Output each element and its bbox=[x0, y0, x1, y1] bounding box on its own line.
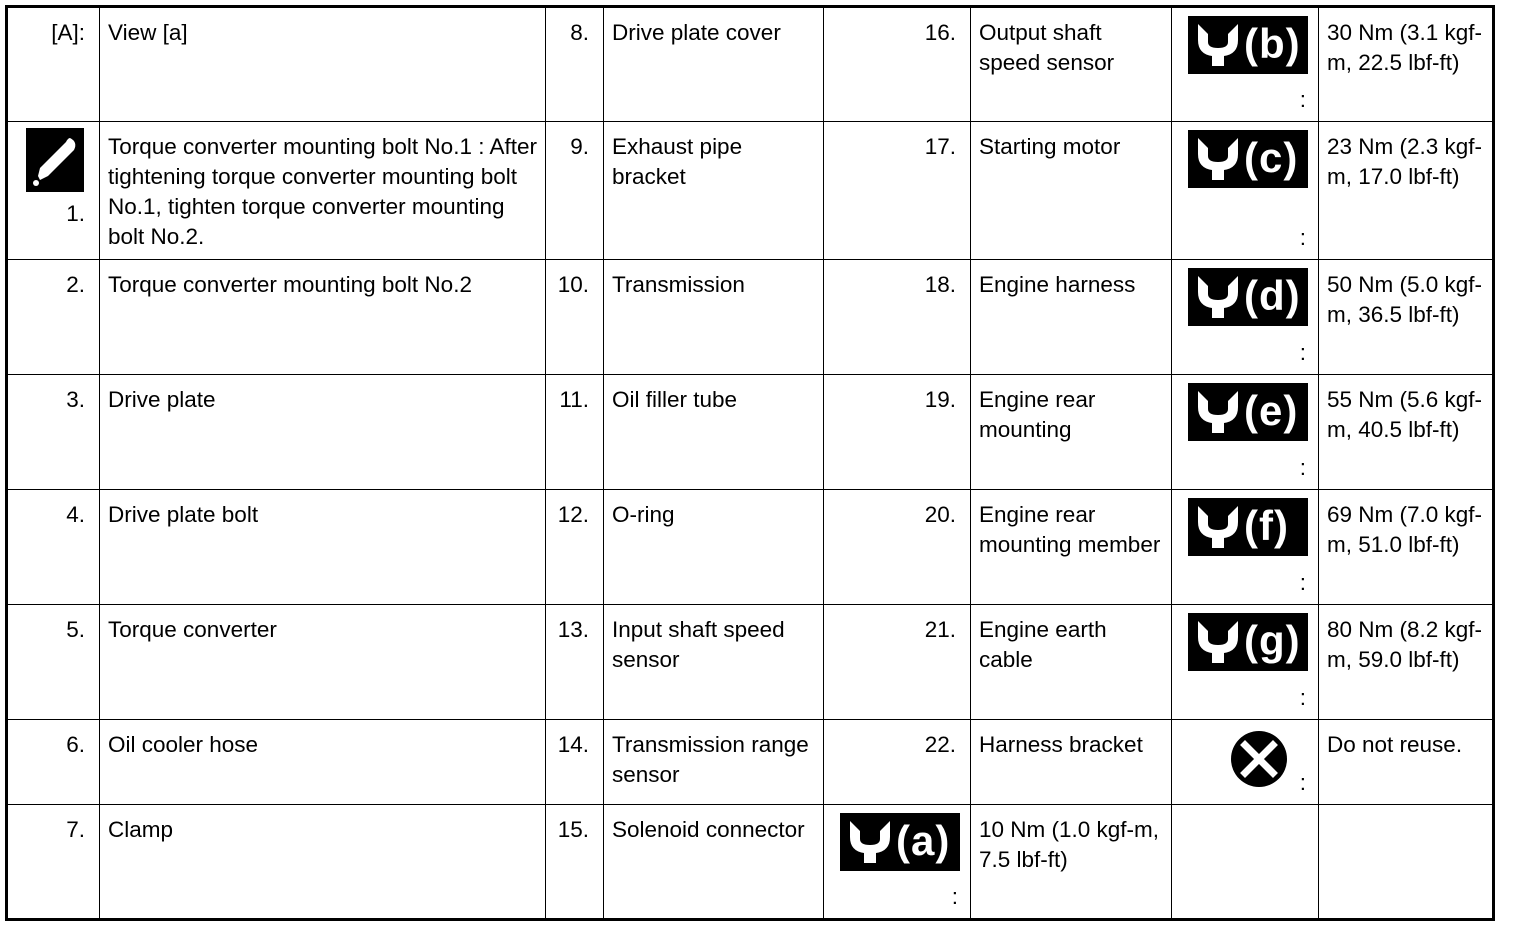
torque-letter: (f) bbox=[1244, 502, 1289, 549]
item-text: Solenoid connector bbox=[604, 805, 824, 920]
item-text: Torque converter mounting bolt No.2 bbox=[100, 260, 546, 375]
item-text: Output shaft speed sensor bbox=[971, 7, 1172, 122]
table-row bbox=[7, 490, 1494, 605]
torque-symbol-cell bbox=[1172, 260, 1319, 375]
colon: : bbox=[1299, 570, 1306, 595]
item-text: Input shaft speed sensor bbox=[604, 605, 824, 720]
item-number: 12. bbox=[546, 490, 604, 605]
torque-letter: (c) bbox=[1244, 134, 1299, 181]
item-number: 20. bbox=[824, 490, 971, 605]
torque-value: 69 Nm (7.0 kgf-m, 51.0 lbf-ft) bbox=[1319, 490, 1494, 605]
item-number: 13. bbox=[546, 605, 604, 720]
torque-letter: (b) bbox=[1244, 20, 1301, 67]
item-number: 16. bbox=[824, 7, 971, 122]
item-number: 11. bbox=[546, 375, 604, 490]
item-text: O-ring bbox=[604, 490, 824, 605]
item-number: 3. bbox=[7, 375, 100, 490]
torque-wrench-icon bbox=[1188, 498, 1308, 556]
item-text: Drive plate bbox=[100, 375, 546, 490]
colon: : bbox=[1299, 685, 1306, 710]
item-text: Oil cooler hose bbox=[100, 720, 546, 805]
torque-value: 55 Nm (5.6 kgf-m, 40.5 lbf-ft) bbox=[1319, 375, 1494, 490]
torque-letter: (e) bbox=[1244, 387, 1299, 434]
item-number: 7. bbox=[7, 805, 100, 920]
item-number: 2. bbox=[7, 260, 100, 375]
torque-letter: (a) bbox=[896, 817, 951, 864]
view-text: View [a] bbox=[100, 7, 546, 122]
item-text: Oil filler tube bbox=[604, 375, 824, 490]
torque-wrench-icon bbox=[1188, 16, 1308, 74]
torque-wrench-icon bbox=[1188, 383, 1308, 441]
torque-symbol-cell bbox=[1172, 605, 1319, 720]
empty-cell bbox=[1172, 805, 1319, 920]
item-number: 19. bbox=[824, 375, 971, 490]
torque-symbol-cell bbox=[1172, 490, 1319, 605]
table-row bbox=[7, 122, 1494, 260]
item-number: 21. bbox=[824, 605, 971, 720]
item-number: 5. bbox=[7, 605, 100, 720]
torque-wrench-icon bbox=[1188, 130, 1308, 188]
item-text: Engine rear mounting member bbox=[971, 490, 1172, 605]
table-row bbox=[7, 720, 1494, 805]
torque-wrench-icon bbox=[1188, 268, 1308, 326]
empty-cell bbox=[1319, 805, 1494, 920]
table-row bbox=[7, 7, 1494, 122]
item-text: Torque converter mounting bolt No.1 : After tightening torque converter mounting bolt No.1, tighten torque converter mounting bolt No.2. bbox=[100, 122, 546, 260]
torque-wrench-icon bbox=[1188, 613, 1308, 671]
item-text: Clamp bbox=[100, 805, 546, 920]
item-number-cell bbox=[7, 122, 100, 260]
item-number: 10. bbox=[546, 260, 604, 375]
table-row bbox=[7, 805, 1494, 920]
item-text: Torque converter bbox=[100, 605, 546, 720]
no-reuse-text: Do not reuse. bbox=[1319, 720, 1494, 805]
item-text: Exhaust pipe bracket bbox=[604, 122, 824, 260]
item-number: 4. bbox=[7, 490, 100, 605]
table-row bbox=[7, 605, 1494, 720]
torque-value: 23 Nm (2.3 kgf-m, 17.0 lbf-ft) bbox=[1319, 122, 1494, 260]
item-number: 8. bbox=[546, 7, 604, 122]
torque-wrench-icon bbox=[840, 813, 960, 871]
torque-letter: (d) bbox=[1244, 272, 1301, 319]
view-key: [A]: bbox=[7, 7, 100, 122]
item-text: Engine harness bbox=[971, 260, 1172, 375]
colon: : bbox=[1299, 225, 1306, 250]
torque-letter: (g) bbox=[1244, 617, 1301, 664]
item-text: Starting motor bbox=[971, 122, 1172, 260]
colon: : bbox=[1299, 340, 1306, 365]
item-number: 1. bbox=[66, 201, 85, 226]
item-text: Drive plate bolt bbox=[100, 490, 546, 605]
torque-value: 50 Nm (5.0 kgf-m, 36.5 lbf-ft) bbox=[1319, 260, 1494, 375]
colon: : bbox=[951, 884, 958, 909]
colon: : bbox=[1299, 87, 1306, 112]
item-number: 15. bbox=[546, 805, 604, 920]
torque-symbol-cell bbox=[1172, 375, 1319, 490]
item-text: Engine rear mounting bbox=[971, 375, 1172, 490]
item-number: 6. bbox=[7, 720, 100, 805]
tightening-note-icon bbox=[26, 128, 84, 192]
item-number: 22. bbox=[824, 720, 971, 805]
parts-legend-table bbox=[5, 5, 1495, 921]
torque-symbol-cell bbox=[1172, 7, 1319, 122]
item-number: 9. bbox=[546, 122, 604, 260]
item-number: 18. bbox=[824, 260, 971, 375]
item-text: Drive plate cover bbox=[604, 7, 824, 122]
item-text: Engine earth cable bbox=[971, 605, 1172, 720]
torque-value: 80 Nm (8.2 kgf-m, 59.0 lbf-ft) bbox=[1319, 605, 1494, 720]
torque-value: 10 Nm (1.0 kgf-m, 7.5 lbf-ft) bbox=[971, 805, 1172, 920]
table-row bbox=[7, 260, 1494, 375]
item-number: 17. bbox=[824, 122, 971, 260]
item-text: Harness bracket bbox=[971, 720, 1172, 805]
torque-symbol-cell bbox=[824, 805, 971, 920]
item-number: 14. bbox=[546, 720, 604, 805]
torque-value: 30 Nm (3.1 kgf-m, 22.5 lbf-ft) bbox=[1319, 7, 1494, 122]
no-reuse-symbol-cell bbox=[1172, 720, 1319, 805]
colon: : bbox=[1299, 770, 1306, 795]
table-row bbox=[7, 375, 1494, 490]
do-not-reuse-icon bbox=[1230, 730, 1288, 788]
item-text: Transmission bbox=[604, 260, 824, 375]
torque-symbol-cell bbox=[1172, 122, 1319, 260]
item-text: Transmission range sensor bbox=[604, 720, 824, 805]
colon: : bbox=[1299, 455, 1306, 480]
